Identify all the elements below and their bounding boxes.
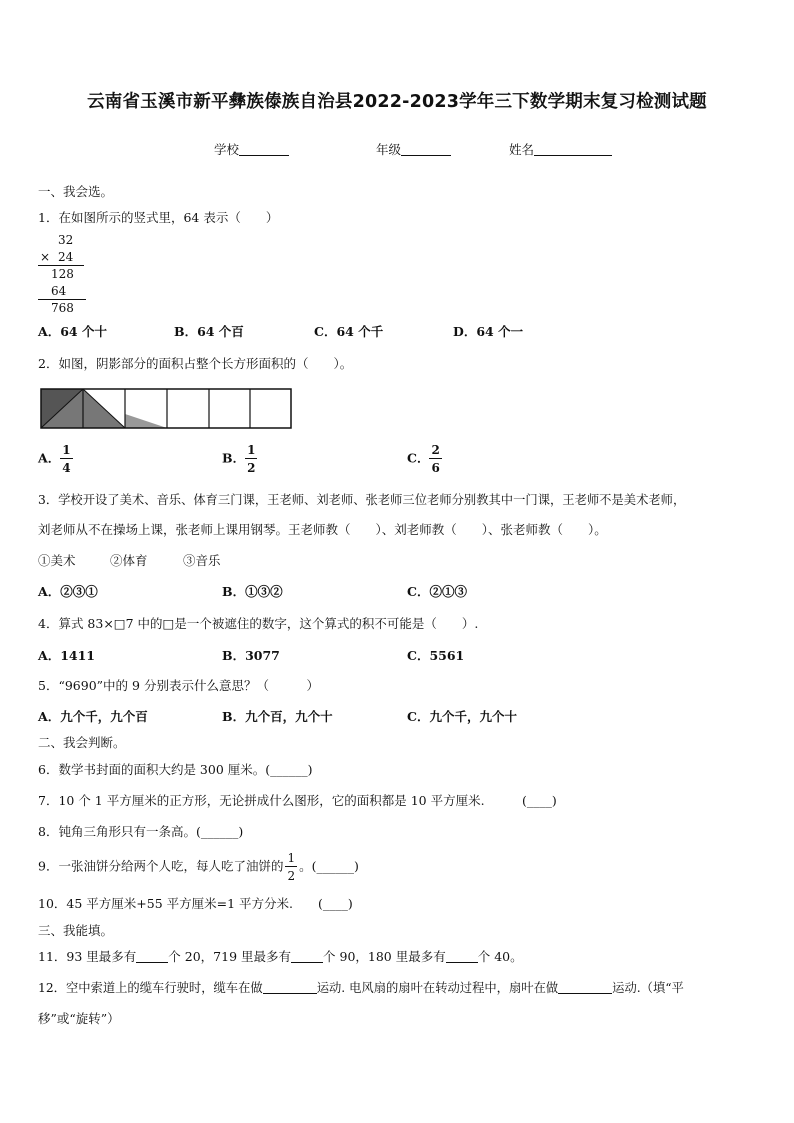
- question-4-text: 4．算式 83×□7 中的□是一个被遮住的数字，这个算式的积不可能是（ ）.: [38, 616, 479, 631]
- calc-partial-2: 64: [51, 284, 67, 298]
- section-heading-2: 二、我会判断。: [38, 735, 126, 750]
- grade-blank[interactable]: [401, 143, 451, 156]
- calc-partial-1: 128: [51, 267, 74, 281]
- q1-option-d[interactable]: D．64 个一: [453, 324, 524, 339]
- page-title: 云南省玉溪市新平彝族傣族自治县2022-2023学年三下数学期末复习检测试题: [87, 92, 707, 112]
- q2-option-c-label: C．: [407, 450, 430, 466]
- question-3-line-1: 3．学校开设了美术、音乐、体育三门课，王老师、刘老师、张老师三位老师分别教其中一门课，王老师不是美术老师，: [38, 493, 686, 507]
- calc-times-sign: ×: [40, 250, 51, 264]
- q3-item-3: ③音乐: [183, 553, 221, 568]
- q3-item-1: ①美术: [38, 553, 76, 568]
- q2-option-b-fraction: [245, 444, 257, 474]
- q4-option-a[interactable]: A．1411: [38, 648, 95, 663]
- fraction-denominator: 2: [287, 869, 296, 883]
- fraction-denominator: 6: [431, 461, 440, 475]
- q5-option-c[interactable]: C．九个千，九个十: [407, 709, 517, 724]
- q3-option-c[interactable]: C．②①③: [407, 584, 467, 599]
- q12-part-1: 12．空中索道上的缆车行驶时，缆车在做: [38, 981, 263, 995]
- q11-part-3: 个 90，180 里最多有: [323, 949, 446, 964]
- q12-part-2: 运动. 电风扇的扇叶在转动过程中，扇叶在做: [316, 981, 559, 995]
- school-field[interactable]: [214, 140, 289, 158]
- q2-option-a-label: A．: [38, 450, 61, 466]
- question-11: [38, 947, 523, 965]
- q5-option-b[interactable]: B．九个百，九个十: [222, 709, 333, 724]
- q1-option-a[interactable]: A．64 个十: [38, 324, 107, 339]
- fraction-numerator: 1: [62, 443, 71, 457]
- q2-option-b-label: B．: [222, 450, 246, 466]
- section-heading-3: 三、我能填。: [38, 923, 114, 938]
- q12-blank-1[interactable]: [263, 981, 317, 994]
- question-12-line-1: [38, 978, 684, 996]
- fraction-denominator: 4: [62, 461, 71, 475]
- q4-option-b[interactable]: B．3077: [222, 648, 280, 663]
- name-label: 姓名: [509, 142, 535, 157]
- name-field[interactable]: [509, 140, 612, 158]
- question-8-text[interactable]: 8．钝角三角形只有一条高。(______): [38, 824, 244, 839]
- question-3-line-2: 刘老师从不在操场上课，张老师上课用钢琴。王老师教（ ）、刘老师教（ ）、张老师教（ ）。: [38, 522, 607, 537]
- fraction-numerator: 1: [247, 443, 256, 457]
- calc-line-1: [38, 265, 84, 266]
- q4-option-c[interactable]: C．5561: [407, 648, 465, 663]
- calc-multiplier: 24: [58, 250, 74, 264]
- calc-multiplicand: 32: [58, 233, 74, 247]
- rectangle-figure: [40, 388, 292, 430]
- q12-blank-2[interactable]: [558, 981, 612, 994]
- question-10-text[interactable]: 10．45 平方厘米+55 平方厘米=1 平方分米. (____): [38, 896, 353, 911]
- question-2-text: 2．如图，阴影部分的面积占整个长方形面积的（ ）。: [38, 356, 353, 371]
- q2-option-c[interactable]: [407, 444, 442, 474]
- q12-part-3: 运动.（填“平: [612, 981, 684, 995]
- section-heading-1: 一、我会选。: [38, 184, 114, 199]
- q11-part-1: 11．93 里最多有: [38, 949, 137, 964]
- school-label: 学校: [214, 142, 240, 157]
- fraction-numerator: 1: [287, 851, 296, 865]
- name-blank[interactable]: [534, 143, 612, 156]
- q11-part-4: 个 40。: [477, 949, 523, 964]
- q2-option-b[interactable]: [222, 444, 257, 474]
- grade-label: 年级: [376, 142, 402, 157]
- calc-line-2: [38, 299, 86, 300]
- question-5-text: 5．“9690”中的 9 分别表示什么意思？（ ）: [38, 678, 319, 693]
- question-9[interactable]: [38, 852, 359, 882]
- question-6-text[interactable]: 6．数学书封面的面积大约是 300 厘米。(______): [38, 762, 313, 777]
- question-12-line-2: 移”或“旋转”）: [38, 1011, 120, 1026]
- shaded-tail: [125, 414, 167, 428]
- question-7-text[interactable]: 7．10 个 1 平方厘米的正方形，无论拼成什么图形，它的面积都是 10 平方厘米. (____): [38, 793, 557, 808]
- q3-option-a[interactable]: A．②③①: [38, 584, 98, 599]
- question-9-answer: 。(______): [299, 858, 359, 874]
- q5-option-a[interactable]: A．九个千，九个百: [38, 709, 148, 724]
- question-9-text: 9．一张油饼分给两个人吃，每人吃了油饼的: [38, 858, 284, 874]
- calc-result: 768: [51, 301, 74, 315]
- grade-field[interactable]: [376, 140, 451, 158]
- q11-blank-1[interactable]: [136, 950, 168, 963]
- q2-option-c-fraction: [429, 444, 441, 474]
- q1-option-c[interactable]: C．64 个千: [314, 324, 384, 339]
- q11-blank-2[interactable]: [291, 950, 323, 963]
- q2-option-a-fraction: [60, 444, 72, 474]
- q3-option-b[interactable]: B．①③②: [222, 584, 283, 599]
- fraction-denominator: 2: [247, 461, 256, 475]
- q2-option-a[interactable]: [38, 444, 73, 474]
- q3-item-2: ②体育: [110, 553, 148, 568]
- q11-blank-3[interactable]: [446, 950, 478, 963]
- q11-part-2: 个 20，719 里最多有: [168, 949, 292, 964]
- fraction-numerator: 2: [431, 443, 440, 457]
- school-blank[interactable]: [239, 143, 289, 156]
- q9-fraction: [285, 852, 297, 882]
- question-1-text: 1．在如图所示的竖式里，64 表示（ ）: [38, 210, 279, 225]
- q1-option-b[interactable]: B．64 个百: [174, 324, 244, 339]
